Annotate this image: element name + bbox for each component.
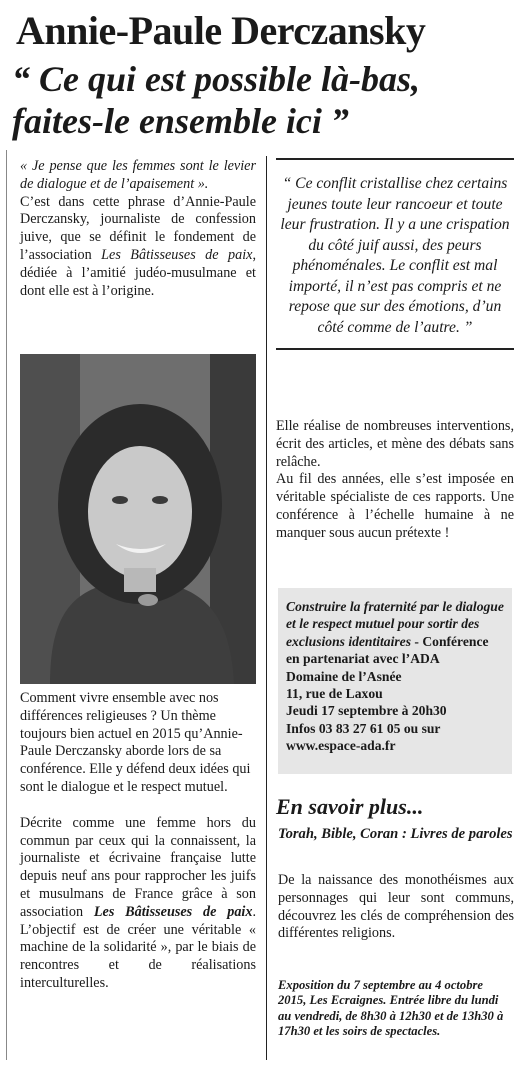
portrait-illustration xyxy=(20,354,256,684)
column-divider xyxy=(266,156,267,1060)
headline-quote-line-1: “ Ce qui est possible là-bas, xyxy=(12,59,421,99)
pull-quote: “ Ce conflit cristallise chez certains jeunes toute leur rancoeur et toute leur frustration. Il y a une crispation du côté juif aussi, des peurs phénoménales. Le conflit est mal importé, il n’est pas compris et ne repose que sur des émotions, d’un côté comme de l’autre. ” xyxy=(276,158,514,350)
event-address: 11, rue de Laxou xyxy=(286,686,383,702)
event-venue: Domaine de l’Asnée xyxy=(286,668,402,684)
event-info-box xyxy=(278,588,512,774)
headline-quote xyxy=(12,58,522,142)
right-paragraph-1: Elle réalise de nombreuses interventions, écrit des articles, et mène des débats sans relâche. xyxy=(276,418,514,470)
event-description: Construire la fraternité par le dialogue et le respect mutuel pour sortir des exclusions identitaires - Conférence en partenariat avec l’ADA xyxy=(286,599,504,667)
right-paragraph-2: Au fil des années, elle s’est imposée en véritable spécialiste de ces rapports. Une conférence à l’échelle humaine à ne manquer sous aucun prétexte ! xyxy=(276,471,514,541)
exhibition-description: De la naissance des monothéismes aux personnages qui leur sont communs, découvrez les clés de compréhension des différentes religions. xyxy=(278,872,514,942)
intro-paragraph: C’est dans cette phrase d’Annie-Paule Derczansky, journaliste de confession juive, que se définit le fondement de l’association Les Bâtisseuses de paix, dédiée à l’amitié judéo-musulmane et dont elle est à l’origine. xyxy=(20,193,256,299)
left-paragraph-2: Comment vivre ensemble avec nos différences religieuses ? Un thème toujours bien actuel en 2015 qu’Annie-Paule Derczansky aborde lors de sa conférence. Elle y défend deux idées qui sont le dialogue et le respect mutuel. xyxy=(20,690,251,795)
exhibition-title: Torah, Bible, Coran : Livres de paroles xyxy=(278,826,513,842)
event-website[interactable]: www.espace-ada.fr xyxy=(286,738,396,754)
event-date: Jeudi 17 septembre à 20h30 xyxy=(286,703,447,719)
intro-block xyxy=(20,158,256,300)
exhibition-details: Exposition du 7 septembre au 4 octobre 2015, Les Ecraignes. Entrée libre du lundi au vendredi, de 8h30 à 12h30 et de 13h30 à 17h30 et les soirs de spectacles. xyxy=(278,978,504,1039)
en-savoir-plus-heading: En savoir plus... xyxy=(276,794,424,819)
intro-quote: « Je pense que les femmes sont le levier de dialogue et de l’apaisement ». xyxy=(20,158,256,192)
page-edge-rule xyxy=(6,150,7,1060)
event-contact: Infos 03 83 27 61 05 ou sur xyxy=(286,720,441,736)
right-body xyxy=(276,418,514,543)
portrait-photo xyxy=(20,354,256,684)
left-body xyxy=(20,690,256,993)
article-title: Annie-Paule Derczansky xyxy=(16,8,426,53)
left-paragraph-3: Décrite comme une femme hors du commun par ceux qui la connaissent, la journaliste et écrivaine française lutte depuis neuf ans pour rapprocher les juifs et musulmans de France grâce à son association Les Bâtisseuses de paix. L’objectif est de créer une véritable « machine de la solidarité », par le biais de rencontres et de réalisations interculturelles. xyxy=(20,814,257,991)
headline-quote-line-2: faites-le ensemble ici ” xyxy=(12,101,349,141)
association-name-bold: Les Bâtisseuses de paix xyxy=(93,903,253,920)
association-name: Les Bâtisseuses de paix xyxy=(101,246,253,263)
